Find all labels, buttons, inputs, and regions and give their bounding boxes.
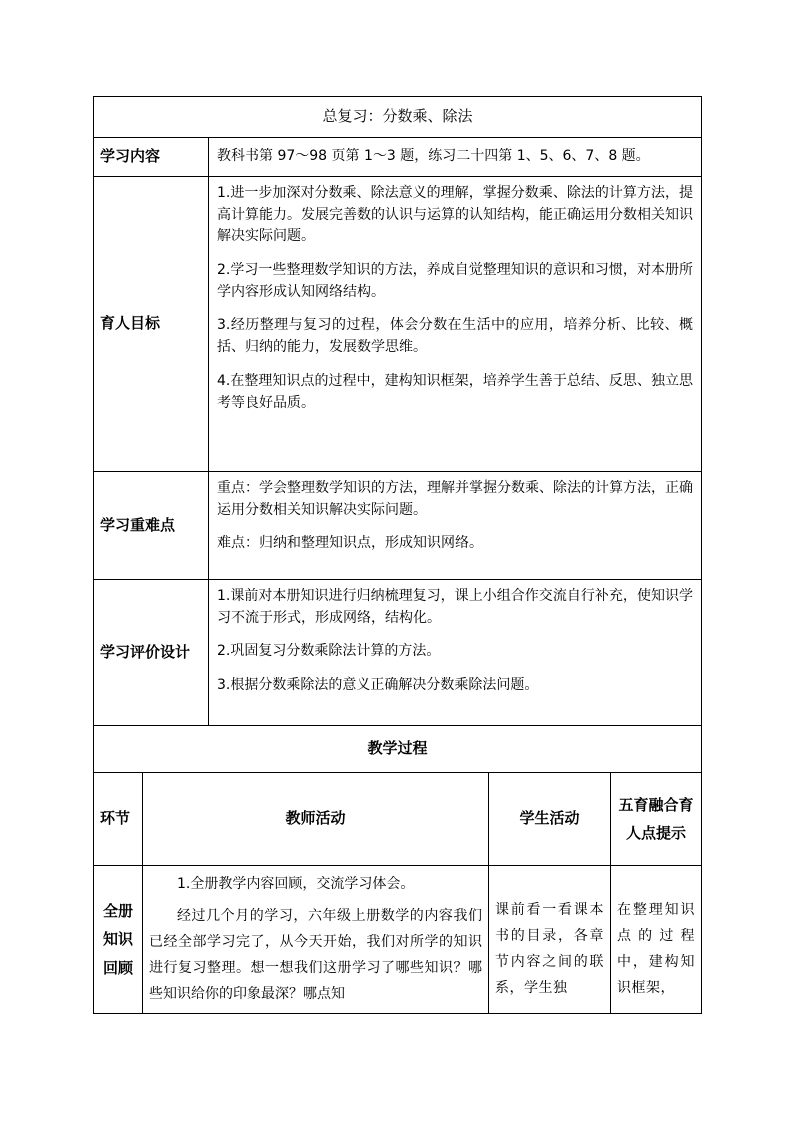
stage-header: 环节	[94, 773, 143, 866]
teacher-activity-paragraph: 经过几个月的学习，六年级上册数学的内容我们已经全部学习完了，从今天开始，我们对所学的知识进行复习整理。想一想我们这册学习了哪些知识？哪些知识给你的印象最深？哪点知	[149, 907, 482, 1002]
goal-item: 4.在整理知识点的过程中，建构知识框架，培养学生善于总结、反思、独立思考等良好品质。	[217, 372, 693, 411]
goals-label: 育人目标	[94, 177, 209, 472]
goal-item: 1.进一步加深对分数乘、除法意义的理解，掌握分数乘、除法的计算方法，提高计算能力。发展完善数的认识与运算的认知结构，能正确运用分数相关知识解决实际问题。	[217, 185, 693, 245]
goals-content	[209, 177, 702, 472]
keypoint-item: 重点：学会整理数学知识的方法，理解并掌握分数乘、除法的计算方法，正确运用分数相关知识解决实际问题。	[217, 480, 693, 518]
teacher-activity-paragraph: 1.全册教学内容回顾，交流学习体会。	[177, 876, 415, 892]
teacher-activity-cell	[143, 866, 489, 1014]
five-education-text: 在整理知识点的过程中，建构知识框架，	[617, 902, 695, 996]
keypoints-content	[209, 472, 702, 580]
five-education-header: 五育融合育人点提示	[611, 773, 702, 866]
keypoint-item: 难点：归纳和整理知识点，形成知识网络。	[217, 535, 483, 552]
learning-content-text: 教科书第 97～98 页第 1～3 题，练习二十四第 1、5、6、7、8 题。	[209, 138, 702, 177]
document-title: 总复习：分数乘、除法	[94, 97, 702, 138]
five-education-cell	[611, 866, 702, 1014]
title-row	[94, 97, 702, 138]
goals-row	[94, 177, 702, 472]
evaluation-item: 2.巩固复习分数乘除法计算的方法。	[217, 643, 441, 660]
student-activity-cell	[489, 866, 611, 1014]
evaluation-row	[94, 580, 702, 726]
learning-content-label: 学习内容	[94, 138, 209, 177]
stage-name: 全册知识回顾	[94, 866, 143, 1014]
process-title-row	[94, 726, 702, 773]
learning-content-row	[94, 138, 702, 177]
process-stage-row	[94, 866, 702, 1014]
keypoints-row	[94, 472, 702, 580]
process-title: 教学过程	[94, 726, 702, 773]
evaluation-item: 3.根据分数乘除法的意义正确解决分数乘除法问题。	[217, 677, 539, 694]
evaluation-label: 学习评价设计	[94, 580, 209, 726]
process-header-row	[94, 773, 702, 866]
keypoints-label: 学习重难点	[94, 472, 209, 580]
lesson-plan-table	[93, 96, 702, 1014]
evaluation-item: 1.课前对本册知识进行归纳梳理复习，课上小组合作交流自行补充，使知识学习不流于形式，形成网络，结构化。	[217, 588, 693, 626]
teacher-activity-header: 教师活动	[143, 773, 489, 866]
goal-item: 3.经历整理与复习的过程，体会分数在生活中的应用，培养分析、比较、概括、归纳的能力，发展数学思维。	[217, 317, 693, 356]
goal-item: 2.学习一些整理数学知识的方法，养成自觉整理知识的意识和习惯，对本册所学内容形成认知网络结构。	[217, 262, 693, 300]
student-activity-text: 课前看一看课本书的目录，各章节内容之间的联系，学生独	[495, 902, 604, 996]
student-activity-header: 学生活动	[489, 773, 611, 866]
evaluation-content	[209, 580, 702, 726]
